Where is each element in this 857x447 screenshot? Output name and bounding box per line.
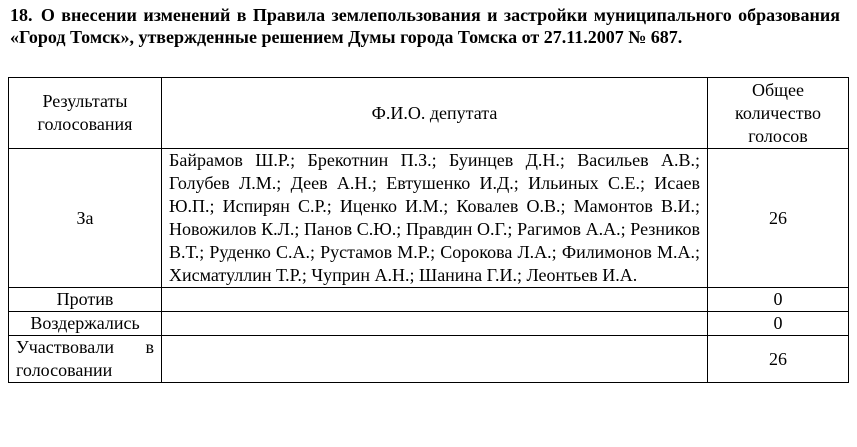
- result-label: Против: [9, 288, 162, 312]
- vote-count: 0: [708, 288, 849, 312]
- table-row-for: [9, 149, 849, 288]
- result-label: Участвовали в голосовании: [9, 336, 162, 383]
- agenda-item-heading: [10, 4, 840, 48]
- header-deputies: Ф.И.О. депутата: [162, 78, 708, 149]
- deputy-names: [162, 336, 708, 383]
- table-header-row: [9, 78, 849, 149]
- result-label: За: [9, 149, 162, 288]
- vote-count: 26: [708, 149, 849, 288]
- deputy-names: [162, 288, 708, 312]
- agenda-item-title: О внесении изменений в Правила землепользования и застройки муниципального образования «Город Томск», утвержденные решением Думы города Томска от 27.11.2007 № 687.: [10, 5, 840, 47]
- table-row-abstained: [9, 312, 849, 336]
- deputy-names: [162, 312, 708, 336]
- deputy-names: Байрамов Ш.Р.; Брекотнин П.З.; Буинцев Д.Н.; Васильев А.В.; Голубев Л.М.; Деев А.Н.; Евтушенко И.Д.; Ильиных С.Е.; Исаев Ю.П.; Испирян С.Р.; Иценко И.М.; Ковалев О.В.; Мамонтов В.И.; Новожилов К.Л.; Панов С.Ю.; Правдин О.Г.; Рагимов А.А.; Резников В.Т.; Руденко С.А.; Рустамов М.Р.; Сорокова Л.А.; Филимонов М.А.; Хисматуллин Т.Р.; Чуприн А.Н.; Шанина Г.И.; Леонтьев И.А.: [162, 149, 708, 288]
- vote-count: 26: [708, 336, 849, 383]
- agenda-item-number: 18.: [10, 5, 33, 25]
- header-total: Общее количество голосов: [708, 78, 849, 149]
- header-results: Результаты голосования: [9, 78, 162, 149]
- result-label: Воздержались: [9, 312, 162, 336]
- table-row-participated: [9, 336, 849, 383]
- voting-results-table: [8, 77, 849, 383]
- table-row-against: [9, 288, 849, 312]
- vote-count: 0: [708, 312, 849, 336]
